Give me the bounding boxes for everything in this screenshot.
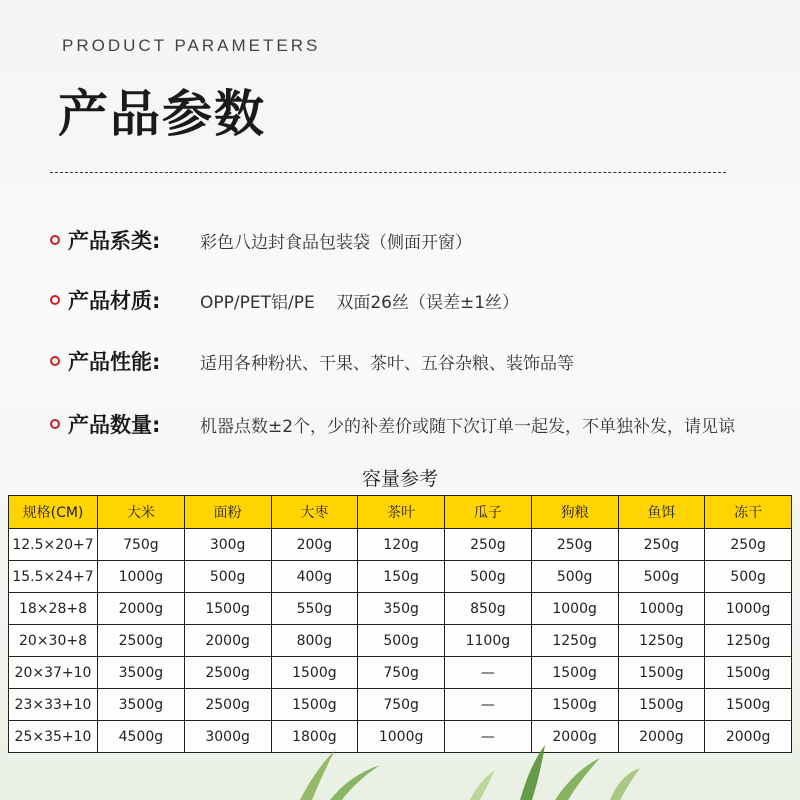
size-cell: 25×35+10 <box>9 721 98 753</box>
capacity-cell: 500g <box>705 561 792 593</box>
bullet-icon <box>50 356 60 366</box>
param-row-material <box>50 283 519 317</box>
param-row-series <box>50 223 472 257</box>
capacity-cell: 750g <box>358 689 445 721</box>
page-title: 产品参数 <box>58 85 266 143</box>
param-value: 适用各种粉状、干果、茶叶、五谷杂粮、装饰品等 <box>200 353 574 374</box>
capacity-cell: 2000g <box>705 721 792 753</box>
param-label: 产品系类: <box>68 229 161 253</box>
capacity-cell: 2500g <box>184 657 271 689</box>
capacity-cell: 150g <box>358 561 445 593</box>
param-label: 产品性能: <box>68 350 161 374</box>
capacity-cell: 2500g <box>98 625 185 657</box>
capacity-cell: 1250g <box>618 625 705 657</box>
size-cell: 12.5×20+7 <box>9 529 98 561</box>
bullet-icon <box>50 235 60 245</box>
capacity-cell: 550g <box>271 593 358 625</box>
param-value: 彩色八边封食品包装袋（侧面开窗） <box>200 232 472 253</box>
column-header: 冻干 <box>705 496 792 529</box>
table-header-row <box>9 496 792 529</box>
capacity-cell: — <box>445 657 532 689</box>
capacity-cell: 1000g <box>531 593 618 625</box>
capacity-cell: 1500g <box>705 657 792 689</box>
table-row <box>9 625 792 657</box>
capacity-cell: 120g <box>358 529 445 561</box>
capacity-cell: 300g <box>184 529 271 561</box>
column-header: 茶叶 <box>358 496 445 529</box>
capacity-cell: 500g <box>531 561 618 593</box>
capacity-table <box>8 495 792 753</box>
capacity-cell: 800g <box>271 625 358 657</box>
column-header: 大枣 <box>271 496 358 529</box>
capacity-cell: 2000g <box>531 721 618 753</box>
param-value: 机器点数±2个，少的补差价或随下次订单一起发，不单独补发，请见谅 <box>200 416 736 437</box>
size-cell: 15.5×24+7 <box>9 561 98 593</box>
capacity-cell: 500g <box>184 561 271 593</box>
capacity-cell: 250g <box>445 529 532 561</box>
capacity-cell: 1100g <box>445 625 532 657</box>
column-header: 狗粮 <box>531 496 618 529</box>
table-row <box>9 689 792 721</box>
capacity-cell: 850g <box>445 593 532 625</box>
capacity-cell: — <box>445 689 532 721</box>
bullet-icon <box>50 419 60 429</box>
table-row <box>9 561 792 593</box>
column-header: 面粉 <box>184 496 271 529</box>
size-cell: 20×30+8 <box>9 625 98 657</box>
capacity-cell: 1500g <box>531 689 618 721</box>
capacity-cell: 2500g <box>184 689 271 721</box>
table-body <box>9 529 792 753</box>
capacity-cell: 750g <box>358 657 445 689</box>
capacity-cell: 1500g <box>271 689 358 721</box>
capacity-cell: 2000g <box>184 625 271 657</box>
size-cell: 18×28+8 <box>9 593 98 625</box>
column-header: 鱼饵 <box>618 496 705 529</box>
page-subtitle: PRODUCT PARAMETERS <box>62 36 321 55</box>
capacity-cell: 1500g <box>271 657 358 689</box>
capacity-cell: 250g <box>705 529 792 561</box>
param-row-performance <box>50 344 574 378</box>
capacity-cell: 4500g <box>98 721 185 753</box>
param-label: 产品材质: <box>68 289 161 313</box>
capacity-cell: 500g <box>358 625 445 657</box>
column-header: 大米 <box>98 496 185 529</box>
param-label: 产品数量: <box>68 413 161 437</box>
capacity-cell: 1500g <box>531 657 618 689</box>
capacity-cell: 3500g <box>98 657 185 689</box>
capacity-cell: 750g <box>98 529 185 561</box>
capacity-cell: 1500g <box>618 657 705 689</box>
size-cell: 20×37+10 <box>9 657 98 689</box>
capacity-cell: 200g <box>271 529 358 561</box>
table-row <box>9 657 792 689</box>
param-value: OPP/PET铝/PE 双面26丝（误差±1丝） <box>200 292 520 313</box>
param-row-quantity <box>50 407 735 441</box>
capacity-cell: 1500g <box>184 593 271 625</box>
capacity-cell: 1500g <box>618 689 705 721</box>
capacity-cell: 1000g <box>358 721 445 753</box>
table-title: 容量参考 <box>361 468 438 490</box>
capacity-cell: 250g <box>618 529 705 561</box>
capacity-cell: 3500g <box>98 689 185 721</box>
capacity-cell: — <box>445 721 532 753</box>
column-header: 规格(CM) <box>9 496 98 529</box>
capacity-cell: 3000g <box>184 721 271 753</box>
capacity-cell: 400g <box>271 561 358 593</box>
table-row <box>9 529 792 561</box>
capacity-cell: 1000g <box>618 593 705 625</box>
capacity-cell: 2000g <box>618 721 705 753</box>
capacity-cell: 1500g <box>705 689 792 721</box>
capacity-cell: 500g <box>445 561 532 593</box>
column-header: 瓜子 <box>445 496 532 529</box>
capacity-cell: 1000g <box>705 593 792 625</box>
capacity-cell: 350g <box>358 593 445 625</box>
capacity-cell: 500g <box>618 561 705 593</box>
capacity-cell: 1000g <box>98 561 185 593</box>
capacity-cell: 2000g <box>98 593 185 625</box>
table-row <box>9 593 792 625</box>
capacity-cell: 1250g <box>531 625 618 657</box>
bullet-icon <box>50 295 60 305</box>
dashed-divider <box>50 172 726 173</box>
capacity-cell: 250g <box>531 529 618 561</box>
capacity-cell: 1800g <box>271 721 358 753</box>
size-cell: 23×33+10 <box>9 689 98 721</box>
capacity-cell: 1250g <box>705 625 792 657</box>
table-row <box>9 721 792 753</box>
